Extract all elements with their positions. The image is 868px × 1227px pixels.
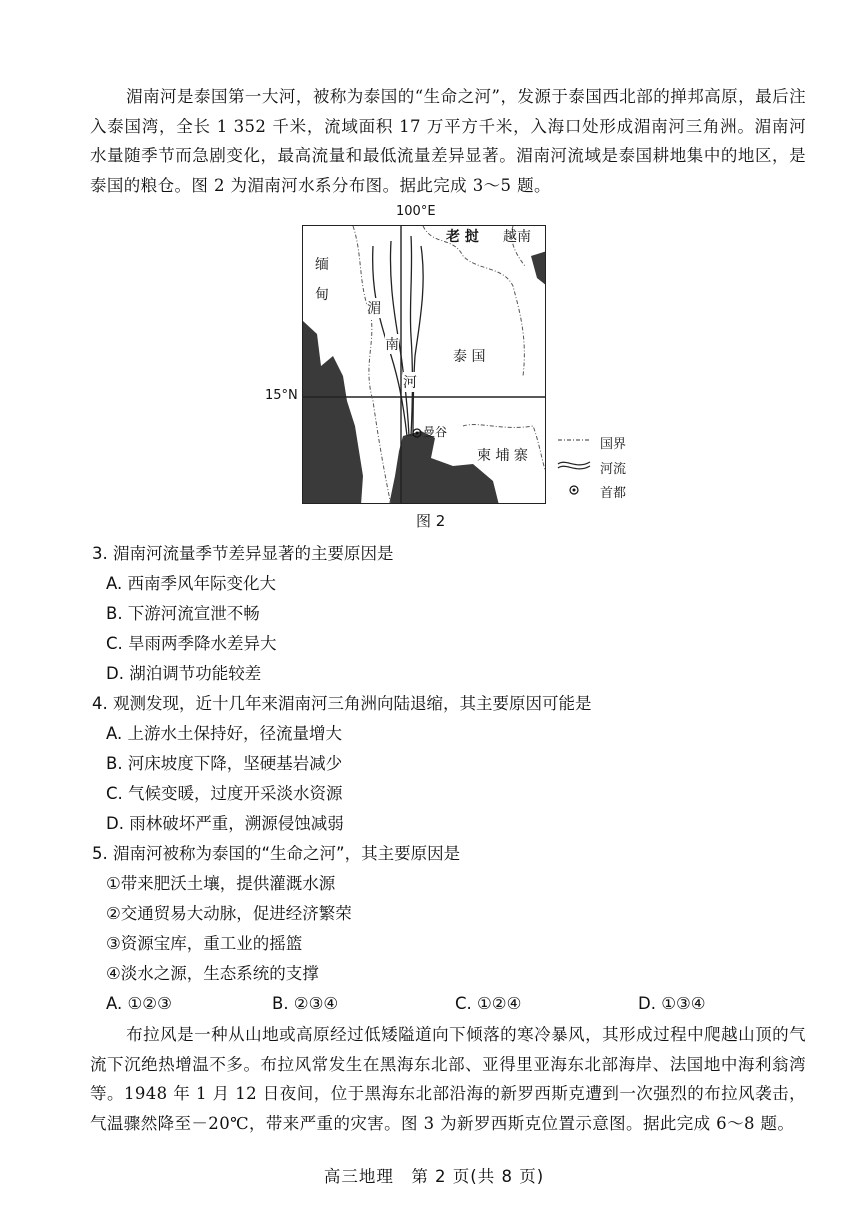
question-5-option-b: B. ②③④ (272, 994, 339, 1013)
question-3-option-d: D. 湖泊调节功能较差 (106, 664, 262, 683)
label-burma-1: 缅 (315, 257, 329, 273)
river-yom (410, 236, 412, 436)
andaman-sea (303, 321, 363, 504)
question-3-stem: 3. 湄南河流量季节差异显著的主要原因是 (92, 544, 394, 563)
intro2-text: 布拉风是一种从山地或高原经过低矮隘道向下倾落的寒冷暴风，其形成过程中爬越山顶的气流下沉绝热增温不多。布拉风常发生在黑海东北部、亚得里亚海东北部海岸、法国地中海利翁湾等。1948 年 1 月 12 日夜间，位于黑海东北部沿海的新罗西斯克遭到一次强烈的布拉风袭击，气温骤然降至－20℃，带来严重的灾害。图 3 为新罗西斯克位置示意图。据此完成 6～8 题。 (90, 1025, 806, 1133)
figure-caption: 图 2 (416, 512, 446, 530)
label-bangkok: 曼谷 (423, 425, 448, 439)
label-vietnam: 越南 (503, 229, 531, 245)
label-burma-2: 甸 (315, 287, 329, 303)
legend-capital-label: 首都 (600, 486, 627, 501)
question-4-option-d: D. 雨林破坏严重，溯源侵蚀减弱 (106, 814, 344, 833)
label-river-1: 湄 (367, 298, 381, 318)
label-cambodia: 柬 埔 寨 (475, 444, 530, 466)
question-5-option-d: D. ①③④ (638, 994, 706, 1013)
question-5-option-a: A. ①②③ (106, 994, 172, 1013)
legend-border-label: 国界 (600, 437, 627, 452)
legend-river-label: 河流 (600, 462, 627, 477)
map-longitude-label: 100°E (396, 204, 436, 219)
intro-paragraph-mekong (90, 82, 806, 200)
legend-river-symbol (558, 462, 590, 465)
question-4-stem: 4. 观测发现，近十几年来湄南河三角洲向陆退缩，其主要原因可能是 (92, 694, 592, 713)
question-4-option-c: C. 气候变暖，过度开采淡水资源 (106, 784, 343, 803)
label-river-3: 河 (403, 372, 417, 392)
question-5-option-c: C. ①②④ (455, 994, 522, 1013)
label-river-2: 南 (385, 334, 399, 354)
mekong-map (302, 225, 546, 504)
gulf-of-thailand (389, 431, 499, 504)
question-4-option-b: B. 河床坡度下降，坚硬基岩减少 (106, 754, 343, 773)
intro-paragraph-bora (90, 1020, 806, 1138)
south-china-sea (531, 251, 546, 286)
label-laos: 老 挝 (446, 229, 479, 245)
river-nan (413, 246, 423, 436)
question-5-stem: 5. 湄南河被称为泰国的“生命之河”，其主要原因是 (92, 844, 461, 863)
question-3-option-c: C. 旱雨两季降水差异大 (106, 634, 277, 653)
question-5-statement-2: ②交通贸易大动脉，促进经济繁荣 (106, 904, 352, 923)
map-legend-symbols (556, 430, 592, 500)
question-5-statement-4: ④淡水之源，生态系统的支撑 (106, 964, 319, 983)
label-thailand: 泰 国 (453, 349, 486, 365)
page-footer: 高三地理 第 2 页(共 8 页) (323, 1167, 545, 1186)
question-3-option-a: A. 西南季风年际变化大 (106, 574, 276, 593)
question-5-statement-3: ③资源宝库，重工业的摇篮 (106, 934, 303, 953)
map-latitude-label: 15°N (265, 388, 298, 403)
intro-text: 湄南河是泰国第一大河，被称为泰国的“生命之河”，发源于泰国西北部的掸邦高原，最后注入泰国湾，全长 1 352 千米，流域面积 17 万平方千米，入海口处形成湄南河三角洲。湄南河水量随季节而急剧变化，最高流量和最低流量差异显著。湄南河流域是泰国耕地集中的地区，是泰国的粮仓。图 2 为湄南河水系分布图。据此完成 3～5 题。 (90, 87, 806, 195)
question-5-statement-1: ①带来肥沃土壤，提供灌溉水源 (106, 874, 336, 893)
question-4-option-a: A. 上游水土保持好，径流量增大 (106, 724, 342, 743)
question-3-option-b: B. 下游河流宣泄不畅 (106, 604, 260, 623)
